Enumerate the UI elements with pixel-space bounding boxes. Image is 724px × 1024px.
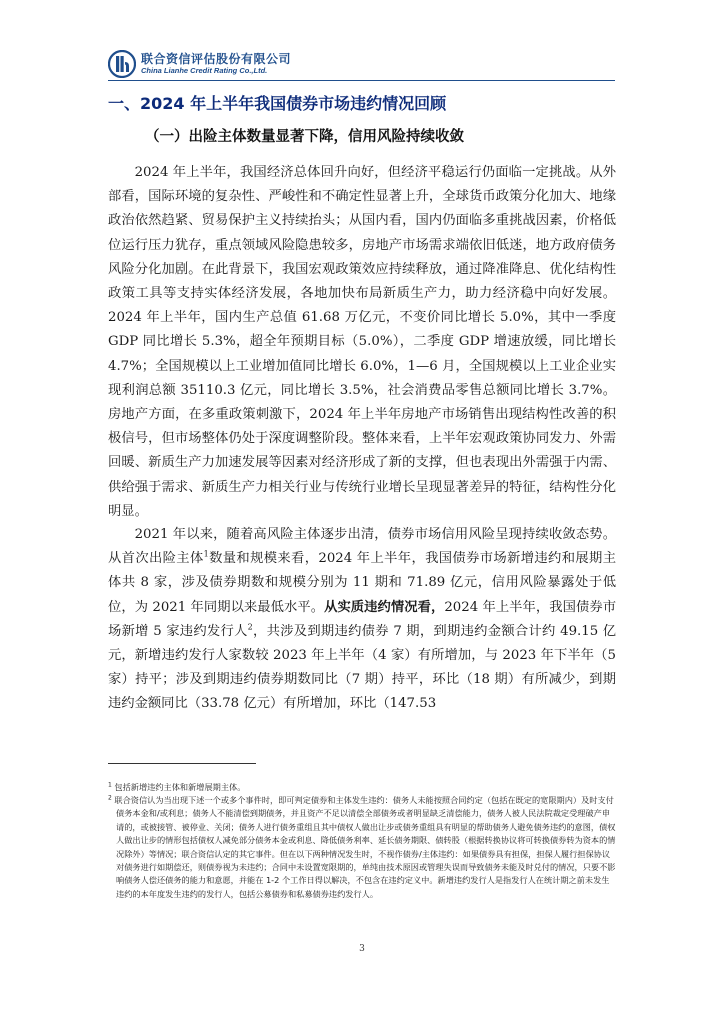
footnote-mark: 2: [108, 794, 112, 802]
footnote-ref-2[interactable]: 2: [247, 622, 253, 632]
page-number: 3: [359, 944, 365, 954]
footnote-2: [108, 794, 616, 901]
footnote-ref-1[interactable]: 1: [203, 549, 209, 559]
lianhe-logo-icon: [108, 50, 136, 78]
footnote-divider: [108, 763, 256, 764]
company-name-en: China Lianhe Credit Rating Co.,Ltd.: [141, 66, 268, 75]
footnote-text: 包括新增违约主体和新增展期主体。: [111, 782, 246, 792]
header-divider: [108, 80, 615, 81]
paragraph2-text-d: ，共涉及到期违约债券 7 期，到期违约金额合计约 49.15 亿元，新增违约发行人家数较 2023 年上半年（4 家）有所增加，与 2023 年下半年（5 家）持平；涉及到期违约债券期数同比（7 期）持平，环比（18 期）有所减少，到期违约金额同比（33.78 亿元）有所增加，环比（147.53: [108, 623, 616, 712]
section-heading: 一、2024 年上半年我国债券市场违约情况回顾: [108, 94, 447, 113]
paragraph2-text-b: 数量和规模来看，2024 年上半年，我国债券市场新增违约和展期主体共 8 家，涉及债券期数和规模分别为 11 期和 71.89 亿元，信用风险暴露处于低位，为 2021 年同期以来最低水平。: [108, 551, 616, 615]
footnote-1: [108, 781, 616, 794]
body-paragraph-1: 2024 年上半年，我国经济总体回升向好，但经济平稳运行仍面临一定挑战。从外部看，国际环境的复杂性、严峻性和不确定性显著上升，全球货币政策分化加大、地缘政治依然趋紧、贸易保护主义持续抬头；从国内看，国内仍面临多重挑战因素，价格低位运行压力犹存，重点领域风险隐患较多，房地产市场需求端依旧低迷，地方政府债务风险分化加剧。在此背景下，我国宏观政策效应持续释放，通过降准降息、优化结构性政策工具等支持实体经济发展，各地加快布局新质生产力，助力经济稳中向好发展。2024 年上半年，国内生产总值 61.68 万亿元，不变价同比增长 5.0%，其中一季度 GDP 同比增长 5.3%，超全年预期目标（5.0%），二季度 GDP 增速放缓，同比增长 4.7%；全国规模以上工业增加值同比增长 6.0%，1—6 月，全国规模以上工业企业实现利润总额 35110.3 亿元，同比增长 3.5%，社会消费品零售总额同比增长 3.7%。房地产方面，在多重政策刺激下，2024 年上半年房地产市场销售出现结构性改善的积极信号，但市场整体仍处于深度调整阶段。整体来看，上半年宏观政策协同发力、外需回暖、新质生产力加速发展等因素对经济形成了新的支撑，但也表现出外需强于内需、供给强于需求、新质生产力相关行业与传统行业增长呈现显著差异的特征，结构性分化明显。: [108, 165, 616, 519]
paragraph2-text-c: 2024 年上半年，我国债券市场新增 5 家违约发行人: [108, 599, 616, 639]
paragraph2-text-a: 2021 年以来，随着高风险主体逐步出清，债券市场信用风险呈现持续收敛态势。从首次出险主体: [108, 527, 616, 567]
body-paragraph-2: [108, 523, 616, 717]
footnote-mark: 1: [108, 781, 112, 789]
subsection-heading: （一）出险主体数量显著下降，信用风险持续收敛: [145, 129, 464, 145]
paragraph2-bold-phrase: 从实质违约情况看，: [324, 599, 445, 615]
company-name-cn: 联合资信评估股份有限公司: [141, 52, 292, 66]
footnote-text: 联合资信认为当出现下述一个或多个事件时，即可判定债券和主体发生违约：债务人未能按照合同约定（包括在既定的宽限期内）及时支付债务本金和/或利息；债务人不能清偿到期债务，并且资产不足以清偿全部债务或者明显缺乏清偿能力，债务人被人民法院裁定受理破产申请的，或被接管、被停业、关闭；债务人进行债务重组且其中债权人做出让步或债务重组具有明显的帮助债务人避免债务违约的意图，债权人做出让步的情形包括债权人减免部分债务本金或利息、降低债务利率、延长债务期限、债转股（根据转换协议将可转换债券转为资本的情况除外）等情况；联合资信认定的其它事件。但在以下两种情况发生时，不视作债券/主体违约：如果债券具有担保，担保人履行担保协议对债务进行如期偿还，则债券视为未违约；合同中未设置宽限期的，单纯由技术原因或管理失误而导致债务未能及时兑付的情况，只要不影响债务人偿还债务的能力和意愿，并能在 1-2 个工作日得以解决，不包含在违约定义中。新增违约发行人是指发行人在统计期之前未发生违约的本年度发生违约的发行人，包括公募债券和私募债券违约发行人。: [111, 795, 616, 899]
